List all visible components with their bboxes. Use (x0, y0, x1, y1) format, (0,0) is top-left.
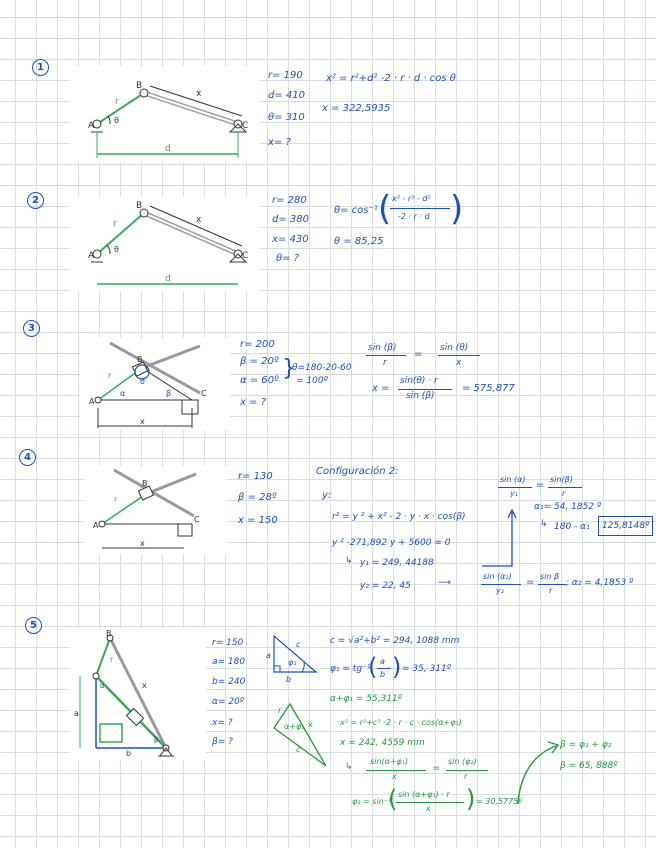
p5-law-eq: = (432, 763, 441, 774)
p3-given-alpha: α = 60º (240, 375, 279, 386)
mechanism-figure-4 (84, 466, 226, 554)
label-alpha: α (120, 389, 126, 398)
p5-tri2-angle: α+φ₁ (284, 722, 305, 731)
p5-phi1-bar (377, 668, 391, 669)
mechanism-figure-3 (80, 338, 230, 430)
p1-result: x = 322,5935 (322, 103, 391, 114)
p5-c-eq: c = √a²+b² = 294, 1088 mm (330, 636, 460, 646)
p4-sin1-left-num: sin (α) (500, 475, 526, 484)
label-B: B (142, 479, 148, 488)
problem-number-1: 1 (32, 59, 49, 76)
p3-aux-theta-result: = 100º (296, 376, 328, 386)
p4-sin2-left-bar (481, 584, 521, 585)
label-A: A (89, 397, 95, 406)
label-x: x (140, 417, 145, 426)
label-r: r (115, 97, 119, 107)
p3-x-bar (398, 389, 452, 390)
p4-y2: y₂ = 22, 45 (360, 581, 411, 591)
p3-x-den: sin (β) (406, 391, 435, 401)
p4-sin1-eq: = (536, 480, 545, 491)
p4-sin2-eq: = (526, 577, 535, 588)
label-B: B (137, 355, 143, 364)
p4-eq2: y ² -271,892 y + 5600 = 0 (332, 538, 451, 548)
p4-sin2-left-den: y₂ (496, 586, 504, 595)
mechanism-figure-1 (70, 66, 260, 162)
p4-alpha1-boxed: 125,8148º (598, 516, 653, 536)
p5-law-left-bar (366, 770, 426, 771)
problem-number-2: 2 (27, 192, 44, 209)
p5-phi2-paren-open: ( (388, 785, 398, 813)
label-alpha: α (100, 682, 105, 690)
p5-phi2-num: sin (α+φ₁) · r (398, 790, 450, 799)
p4-given-r: r= 130 (238, 471, 273, 482)
p2-formula-num: x² - r² - d² (392, 194, 431, 203)
p3-law-eq: = (414, 349, 423, 360)
label-C: C (194, 515, 200, 524)
label-A: A (88, 251, 95, 261)
p1-formula: x² = r²+d² -2 · r · d · cos θ (326, 73, 456, 84)
label-A: A (88, 121, 95, 131)
p5-given-b: b= 240 (212, 677, 246, 687)
p2-formula-den: -2 · r · d (398, 212, 430, 221)
p5-phi1-den: b (380, 670, 386, 679)
p5-tri-a: a (266, 651, 271, 660)
mechanism-figure-5 (70, 628, 206, 760)
problem-number-3: 3 (23, 320, 40, 337)
p3-law-left-bar (366, 355, 406, 356)
p5-x-squared: x² = r²+c² -2 · r · c · cos(α+φ₁) (340, 718, 462, 727)
label-B: B (106, 629, 112, 638)
p2-given-d: d= 380 (272, 214, 309, 225)
p5-tri2-x: x (308, 720, 313, 729)
p5-phi2-den: x (426, 804, 431, 813)
label-x: x (196, 89, 202, 99)
problem-number-4: 4 (19, 449, 36, 466)
p4-alpha1-arrow: ↳ (540, 519, 548, 529)
p3-law-right-bar (438, 355, 480, 356)
p4-alpha1: α₁= 54, 1852 º (534, 502, 602, 512)
p1-given-x: x= ? (268, 137, 291, 148)
p4-alpha2: ; α₂ = 4,1853 º (566, 578, 634, 588)
p4-y1: y₁ = 249, 44188 (360, 558, 434, 568)
p5-given-x: x= ? (212, 718, 233, 728)
label-d: d (165, 144, 171, 154)
p5-phi2-paren-close: ) (466, 785, 476, 813)
p4-config: Configuración 2: (316, 466, 399, 477)
p2-given-theta: θ= ? (276, 253, 299, 264)
p4-sin1-left-bar (498, 487, 532, 488)
p4-sin1-right-num: sin(β) (550, 475, 573, 484)
p5-tri-c: c (296, 640, 301, 649)
p5-tri2-c: c (296, 745, 301, 754)
p3-given-r: r= 200 (240, 339, 275, 350)
p3-law-left-den: r (383, 358, 387, 368)
problem-number-5: 5 (25, 617, 42, 634)
p4-given-beta: β = 28º (238, 492, 277, 503)
label-x: x (196, 215, 202, 225)
label-B: B (136, 81, 143, 91)
p5-law-arrow: ↳ (345, 762, 353, 772)
p1-given-theta: θ= 310 (268, 112, 305, 123)
p4-sin2-right-num: sin β (540, 572, 560, 581)
p4-arrow-1: ↳ (345, 556, 353, 566)
p5-law-right-bar (446, 770, 488, 771)
p5-tri2-r: r (278, 706, 282, 715)
label-r: r (110, 655, 114, 664)
p5-given-a: a= 180 (212, 657, 246, 667)
p2-result: θ = 85,25 (334, 236, 384, 247)
p4-sin1-left-den: y₁ (510, 489, 518, 498)
p1-given-r: r= 190 (268, 70, 303, 81)
p2-formula-lhs: θ= cos⁻¹ (334, 205, 378, 216)
p4-sin2-right-bar (538, 584, 566, 585)
p2-formula-bar (390, 208, 450, 209)
p4-connector (478, 508, 518, 578)
p4-y-label: y: (322, 490, 332, 501)
p3-law-left-num: sin (β) (368, 343, 397, 353)
label-a: a (74, 709, 79, 718)
p5-angle-sum: α+φ₁ = 55,311º (330, 694, 403, 704)
p2-given-x: x= 430 (272, 234, 309, 245)
p1-given-d: d= 410 (268, 90, 305, 101)
p5-law-left-num: sin(α+φ₁) (370, 757, 409, 766)
p4-alpha1-supplement: 180 - α₁ (554, 522, 590, 532)
p5-triangle-sketch (264, 632, 322, 680)
p3-law-right-num: sin (θ) (440, 343, 469, 353)
p5-phi2-result: = 30,5775º (476, 797, 523, 806)
p5-given-alpha: α= 20º (212, 697, 245, 707)
p5-law-right-den: r (464, 772, 468, 781)
label-beta: β (154, 736, 159, 744)
label-beta: β (166, 389, 172, 398)
p3-aux-theta: θ=180-20-60 (292, 363, 352, 373)
label-r: r (113, 219, 117, 229)
p5-beta-eq: β = φ₁ + φ₂ (560, 740, 612, 750)
p5-phi1-num: a (380, 657, 385, 666)
p5-law-left-den: x (392, 772, 397, 781)
p5-phi1-result: = 35, 311º (402, 664, 451, 674)
label-b: b (126, 749, 132, 758)
p5-beta-arrow (512, 738, 562, 808)
p5-law-right-num: sin (φ₂) (448, 757, 477, 766)
label-x: x (140, 539, 145, 548)
p5-phi1-paren-open: ( (368, 653, 378, 681)
p4-sin2-left-num: sin (α₂) (483, 572, 512, 581)
p5-x-value: x = 242, 4559 mm (340, 738, 425, 748)
p3-x-lhs: x = (372, 383, 390, 394)
p3-x-num: sin(θ) · r (400, 376, 438, 386)
p4-arrow-2: ⟶ (438, 578, 451, 588)
label-A: A (93, 521, 99, 530)
p3-given-beta: β = 20º (240, 356, 279, 367)
p5-beta-value: β = 65, 888º (560, 761, 618, 771)
label-theta: θ (114, 116, 119, 125)
label-d: d (165, 274, 171, 284)
p4-sin2-right-den: r (549, 586, 553, 595)
label-C: C (242, 251, 249, 261)
p5-phi1-lhs: φ₁ = tg⁻¹ (330, 664, 371, 674)
p2-formula-paren-close: ) (450, 189, 464, 229)
p2-given-r: r= 280 (272, 195, 307, 206)
p5-phi2-bar (396, 802, 464, 803)
p4-sin1-right-bar (548, 487, 582, 488)
p4-given-x: x = 150 (238, 515, 278, 526)
label-x: x (142, 681, 147, 690)
p3-law-right-den: x (456, 358, 462, 368)
p5-tri-phi1: φ₁ (288, 658, 297, 667)
p4-sin1-right-den: r (562, 489, 566, 498)
p2-formula-paren-open: ( (378, 189, 392, 229)
p3-result: = 575,877 (462, 383, 515, 394)
label-theta: θ (140, 377, 145, 386)
p5-given-r: r= 150 (212, 638, 244, 648)
p3-given-x: x = ? (240, 397, 266, 408)
mechanism-figure-2 (70, 196, 260, 292)
label-r: r (108, 371, 112, 380)
label-B: B (136, 201, 143, 211)
label-r: r (114, 495, 118, 504)
p5-given-beta: β= ? (212, 737, 233, 747)
label-C: C (201, 389, 207, 398)
p5-phi1-paren-close: ) (392, 653, 402, 681)
p4-eq1: r² = y ² + x² - 2 · y · x · cos(β) (332, 512, 466, 522)
p5-tri-b: b (286, 675, 292, 684)
label-theta: θ (114, 245, 119, 254)
p5-phi2-lhs: φ₂ = sin⁻¹ (352, 797, 392, 806)
p3-brace: } (282, 356, 296, 381)
label-C: C (242, 121, 249, 131)
